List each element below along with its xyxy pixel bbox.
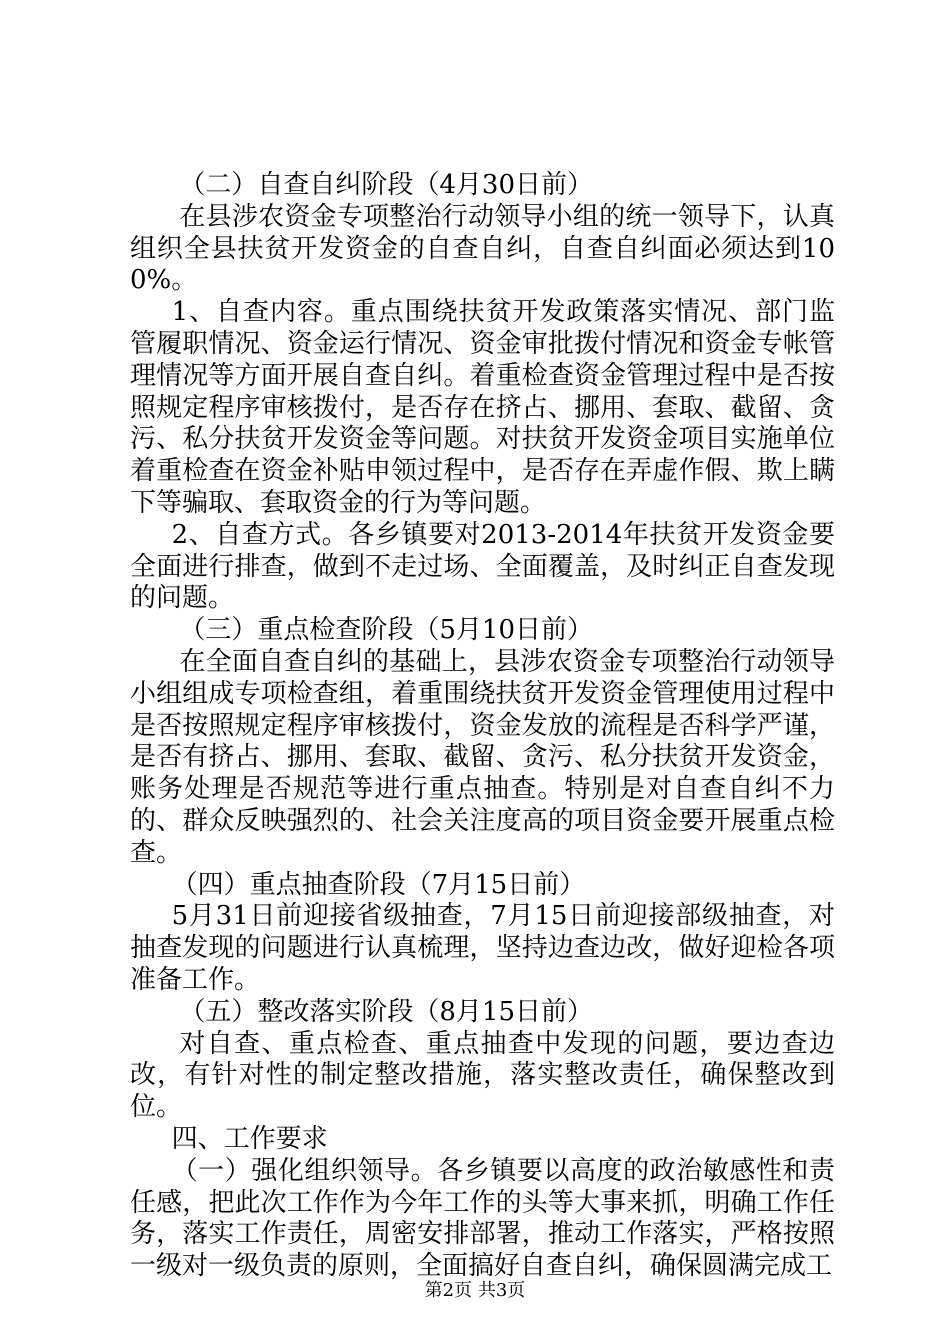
- paragraph-self-check-content: 1、自查内容。重点围绕扶贫开发政策落实情况、部门监管履职情况、资金运行情况、资金审批拨付情况和资金专帐管理情况等方面开展自查自纠。着重检查资金管理过程中是否按照规定程序审核拨付，是否存在挤占、挪用、套取、截留、贪污、私分扶贫开发资金等问题。对扶贫开发资金项目实施单位着重检查在资金补贴申领过程中，是否存在弄虚作假、欺上瞒下等骗取、套取资金的行为等问题。: [130, 297, 835, 518]
- page-number-footer: 第2页 共3页: [424, 1280, 526, 1301]
- section-heading-rectification: （五）整改落实阶段（8月15日前）: [179, 996, 594, 1027]
- paragraph-self-check-intro: 在县涉农资金专项整治行动领导小组的统一领导下，认真组织全县扶贫开发资金的自查自纠，自查自纠面必须达到100%。: [130, 201, 835, 296]
- section-heading-self-check: （二）自查自纠阶段（4月30日前）: [179, 170, 594, 200]
- paragraph-organization-leadership: （一）强化组织领导。各乡镇要以高度的政治敏感性和责任感，把此次工作作为今年工作的头等大事来抓，明确工作任务，落实工作责任，周密安排部署，推动工作落实，严格按照一级对一级负责的原则，全面搞好自查自纠，确保圆满完成工: [130, 1155, 835, 1282]
- section-heading-key-inspection: （三）重点检查阶段（5月10日前）: [179, 615, 594, 646]
- section-heading-work-requirements: 四、工作要求: [171, 1123, 328, 1154]
- section-heading-spot-check: （四）重点抽查阶段（7月15日前）: [171, 869, 586, 900]
- paragraph-rectification: 对自查、重点检查、重点抽查中发现的问题，要边查边改，有针对性的制定整改措施，落实整改责任，确保整改到位。: [130, 1028, 835, 1123]
- document-body: [130, 170, 835, 1283]
- paragraph-spot-check: 5月31日前迎接省级抽查，7月15日前迎接部级抽查，对抽查发现的问题进行认真梳理，坚持边查边改，做好迎检各项准备工作。: [130, 901, 835, 995]
- paragraph-self-check-method: 2、自查方式。各乡镇要对2013-2014年扶贫开发资金要全面进行排查，做到不走过场、全面覆盖，及时纠正自查发现的问题。: [130, 519, 835, 614]
- paragraph-key-inspection: 在全面自查自纠的基础上，县涉农资金专项整治行动领导小组组成专项检查组，着重围绕扶贫开发资金管理使用过程中是否按照规定程序审核拨付，资金发放的流程是否科学严谨，是否有挤占、挪用、套取、截留、贪污、私分扶贫开发资金，账务处理是否规范等进行重点抽查。特别是对自查自纠不力的、群众反映强烈的、社会关注度高的项目资金要开展重点检查。: [130, 646, 835, 868]
